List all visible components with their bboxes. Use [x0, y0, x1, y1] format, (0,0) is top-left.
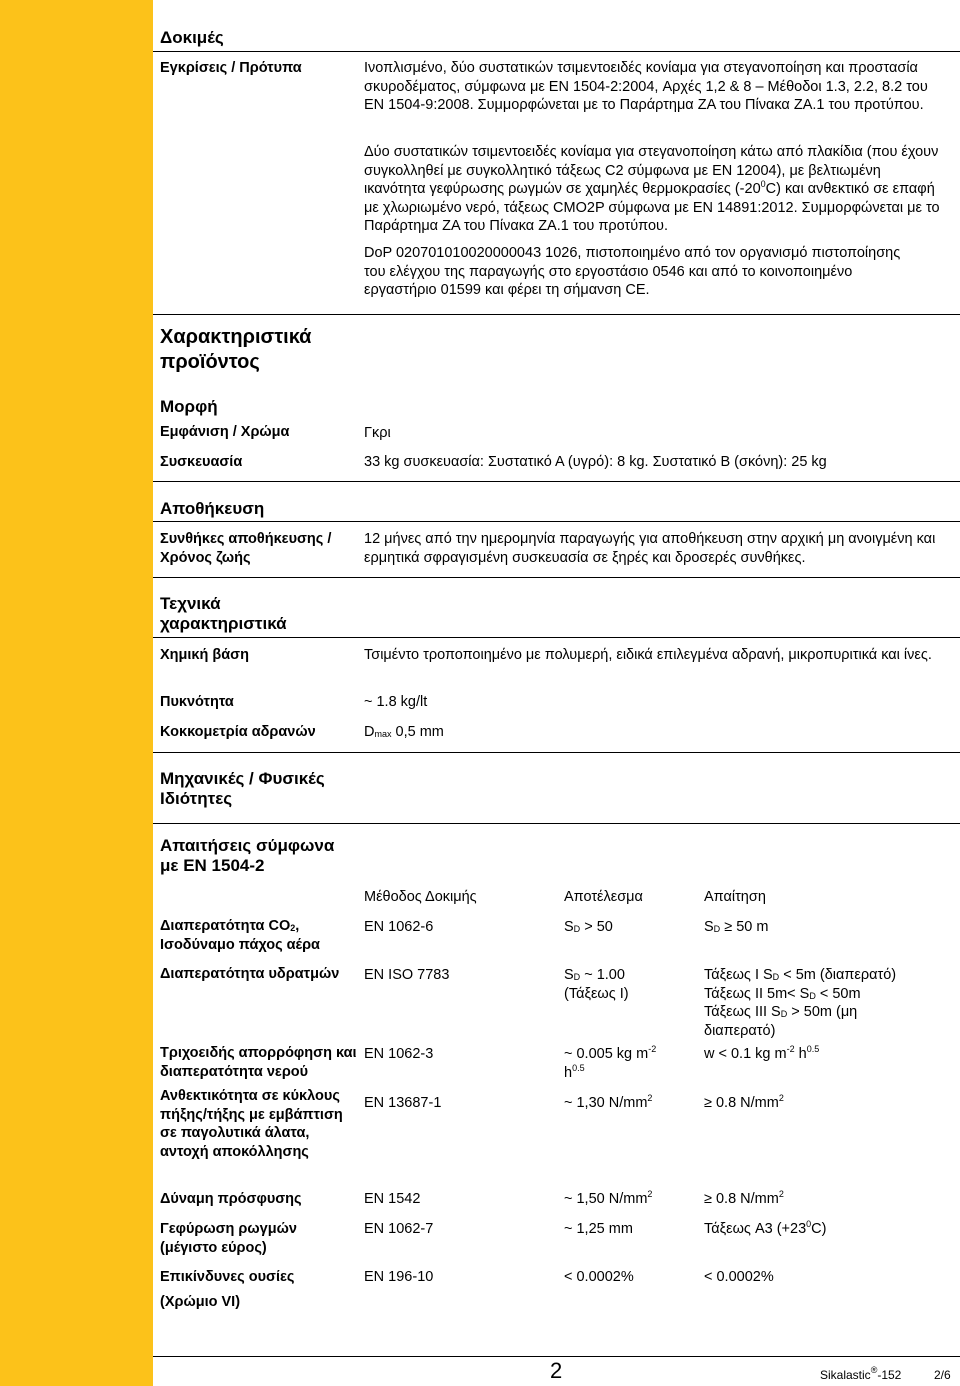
column-header-requirement: Απαίτηση: [704, 889, 766, 905]
divider: [153, 521, 960, 522]
chemical-base-value: Τσιμέντο τροποποιημένο με πολυμερή, ειδικά επιλεγμένα αδρανή, μικροπυριτικά και ίνες.: [364, 647, 932, 663]
freeze-thaw-requirement: ≥ 0.8 $N/mm^2$: [704, 1093, 784, 1111]
divider: [153, 51, 960, 52]
packaging-value: 33 kg συσκευασία: Συστατικό Α (υγρό): 8 kg. Συστατικό Β (σκόνη): 25 kg: [364, 454, 827, 470]
vapour-result: $S_D$ ~ 1.00 (Τάξεως Ι): [564, 967, 629, 1002]
density-label: Πυκνότητα: [160, 694, 234, 710]
footer-divider: [153, 1356, 960, 1357]
capillary-absorption-label: Τριχοειδής απορρόφηση και διαπερατότητα νερού: [160, 1045, 357, 1080]
capillary-requirement: w < 0.1 kg $m^{-2}$ $h^{0.5}$: [704, 1044, 820, 1062]
approvals-paragraph-3: DoP 020701010020000043 1026, πιστοποιημένο από τον οργανισμό πιστοποίησης του ελέγχου της παραγωγής στο εργοστάσιο 0546 και από το κοινοποιημένο εργαστήριο 01599 και φέρει τη σήμανση CE.: [364, 245, 901, 298]
technical-title: Τεχνικά χαρακτηριστικά: [160, 594, 287, 633]
footer-page-number: 2: [550, 1358, 563, 1383]
footer-page-of: 2/6: [934, 1368, 951, 1382]
packaging-label: Συσκευασία: [160, 454, 243, 470]
appearance-value: Γκρι: [364, 425, 391, 441]
divider: [153, 637, 960, 638]
freeze-thaw-result: ~ 1,30 $N/mm^2$: [564, 1093, 653, 1111]
crack-bridging-requirement: Τάξεως A3 $(+23^0C)$: [704, 1219, 827, 1237]
footer-product-name: Sikalastic®-152: [820, 1365, 902, 1382]
mechanical-title: Μηχανικές / Φυσικές Ιδιότητες: [160, 769, 325, 808]
column-header-method: Μέθοδος Δοκιμής: [364, 889, 477, 905]
divider: [153, 823, 960, 824]
co2-result: $S_D > 50$: [564, 919, 613, 935]
appearance-label: Εμφάνιση / Χρώμα: [160, 424, 290, 440]
adhesion-method: EN 1542: [364, 1191, 421, 1207]
co2-requirement: $S_D \ge 50$ m: [704, 919, 769, 935]
density-value: ~ 1.8 kg/lt: [364, 694, 428, 710]
divider: [153, 577, 960, 578]
capillary-method: EN 1062-3: [364, 1046, 434, 1062]
yellow-sidebar: [0, 0, 153, 1386]
crack-bridging-label: Γεφύρωση ρωγμών (μέγιστο εύρος): [160, 1221, 297, 1256]
hazardous-result: < 0.0002%: [564, 1269, 634, 1285]
storage-title: Αποθήκευση: [160, 499, 265, 518]
approvals-paragraph-2: Δύο συστατικών τσιμεντοειδές κονίαμα για στεγανοποίηση κάτω από πλακίδια (που έχουν συγκολληθεί με συγκολλητικό τάξεως C2 σύμφωνα με EN 12004), με βελτιωμένη ικανότητα γεφύρωσης ρωγμών σε χαμηλές θερμοκρασίες $(-20^0C)$ και ανθεκτικό σε επαφή με χλωριωμένο νερό, τάξεως CMO2P σύμφωνα με EN 14891:2012. Συμμορφώνεται με το Παράρτημα ZA του Πίνακα ZA.1 του προτύπου.: [364, 144, 940, 234]
hazardous-requirement: < 0.0002%: [704, 1269, 774, 1285]
form-title: Μορφή: [160, 397, 218, 416]
vapour-permeability-label: Διαπερατότητα υδρατμών: [160, 966, 340, 982]
capillary-result: ~ 0.005 kg $m^{-2}$ $h^{0.5}$: [564, 1044, 657, 1081]
column-header-result: Αποτέλεσμα: [564, 889, 643, 905]
adhesion-requirement: ≥ 0.8 $N/mm^2$: [704, 1189, 784, 1207]
grading-value: $D_{max}$ 0,5 mm: [364, 724, 444, 740]
approvals-paragraph-1: Ινοπλισμένο, δύο συστατικών τσιμεντοειδές κονίαμα για στεγανοποίηση και προστασία σκυροδέματος, σύμφωνα με EN 1504-2:2004, Αρχές 1,2 & 8 – Μέθοδοι 1.3, 2.2, 8.2 του EN 1504-9:2008. Συμμορφώνεται με το Παράρτημα ZA του Πίνακα ZA.1 του προτύπου.: [364, 60, 928, 113]
approvals-label: Εγκρίσεις / Πρότυπα: [160, 60, 302, 76]
storage-label: Συνθήκες αποθήκευσης / Χρόνος ζωής: [160, 531, 332, 566]
section-title-product: Χαρακτηριστικά προϊόντος: [160, 326, 312, 373]
section-title-tests: Δοκιμές: [160, 28, 224, 47]
grading-label: Κοκκομετρία αδρανών: [160, 724, 316, 740]
requirements-title: Απαιτήσεις σύμφωνα με EN 1504-2: [160, 836, 335, 875]
chemical-base-label: Χημική βάση: [160, 647, 249, 663]
freeze-thaw-label: Ανθεκτικότητα σε κύκλους πήξης/τήξης με εμβάπτιση σε παγολυτικά άλατα, αντοχή αποκόλλησης: [160, 1088, 343, 1160]
hazardous-substances-label: Επικίνδυνες ουσίες (Χρώμιο VI): [160, 1269, 295, 1310]
divider: [153, 314, 960, 315]
co2-method: EN 1062-6: [364, 919, 434, 935]
storage-value: 12 μήνες από την ημερομηνία παραγωγής για αποθήκευση στην αρχική μη ανοιγμένη και ερμητικά σφραγισμένη συσκευασία σε ξηρές και δροσερές συνθήκες.: [364, 531, 936, 566]
freeze-thaw-method: EN 13687-1: [364, 1095, 442, 1111]
vapour-requirement: Τάξεως I $S_D < 5m$ (διαπερατό) Τάξεως II $5m< S_D < 50m$ Τάξεως III $S_D > 50m$ (μη διαπερατό): [704, 967, 897, 1039]
hazardous-method: EN 196-10: [364, 1269, 434, 1285]
crack-bridging-method: EN 1062-7: [364, 1221, 434, 1237]
adhesion-label: Δύναμη πρόσφυσης: [160, 1191, 302, 1207]
vapour-method: EN ISO 7783: [364, 967, 450, 983]
co2-permeability-label: Διαπερατότητα $CO_2$, Ισοδύναμο πάχος αέρα: [160, 918, 320, 953]
divider: [153, 481, 960, 482]
adhesion-result: ~ 1,50 $N/mm^2$: [564, 1189, 653, 1207]
divider: [153, 752, 960, 753]
crack-bridging-result: ~ 1,25 mm: [564, 1221, 633, 1237]
